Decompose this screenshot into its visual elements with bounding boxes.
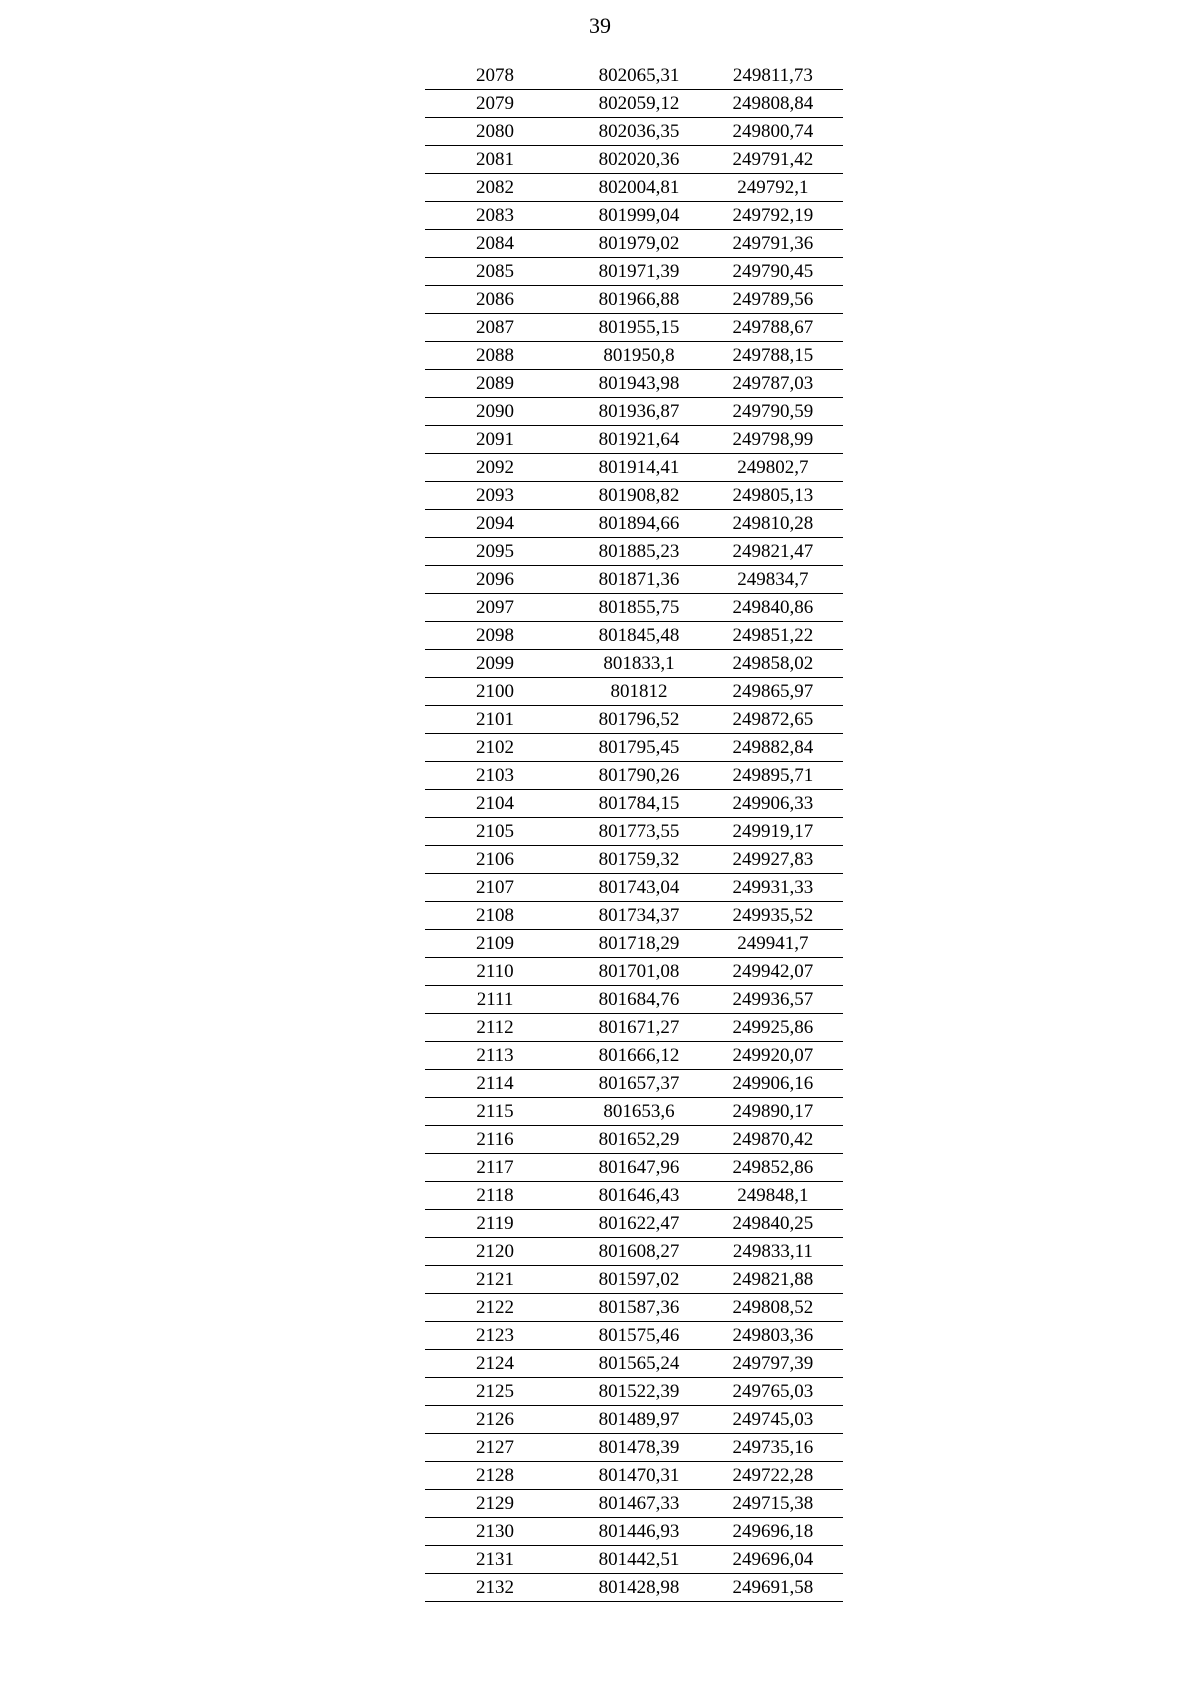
table-row	[425, 398, 843, 426]
x-coordinate-cell: 801597,02	[575, 1266, 703, 1294]
point-number-cell: 2089	[425, 370, 575, 398]
point-number-cell: 2124	[425, 1350, 575, 1378]
y-coordinate-cell: 249840,86	[703, 594, 843, 622]
table-row	[425, 958, 843, 986]
y-coordinate-cell: 249805,13	[703, 482, 843, 510]
y-coordinate-cell: 249696,18	[703, 1518, 843, 1546]
point-number-cell: 2084	[425, 230, 575, 258]
x-coordinate-cell: 801971,39	[575, 258, 703, 286]
table-row	[425, 566, 843, 594]
point-number-cell: 2078	[425, 62, 575, 90]
x-coordinate-cell: 801871,36	[575, 566, 703, 594]
y-coordinate-cell: 249810,28	[703, 510, 843, 538]
x-coordinate-cell: 801999,04	[575, 202, 703, 230]
table-row	[425, 454, 843, 482]
x-coordinate-cell: 801979,02	[575, 230, 703, 258]
point-number-cell: 2122	[425, 1294, 575, 1322]
x-coordinate-cell: 801943,98	[575, 370, 703, 398]
point-number-cell: 2094	[425, 510, 575, 538]
table-row	[425, 930, 843, 958]
table-row	[425, 342, 843, 370]
y-coordinate-cell: 249920,07	[703, 1042, 843, 1070]
y-coordinate-cell: 249942,07	[703, 958, 843, 986]
y-coordinate-cell: 249865,97	[703, 678, 843, 706]
point-number-cell: 2107	[425, 874, 575, 902]
point-number-cell: 2120	[425, 1238, 575, 1266]
point-number-cell: 2106	[425, 846, 575, 874]
x-coordinate-cell: 801908,82	[575, 482, 703, 510]
point-number-cell: 2083	[425, 202, 575, 230]
y-coordinate-cell: 249936,57	[703, 986, 843, 1014]
x-coordinate-cell: 801759,32	[575, 846, 703, 874]
point-number-cell: 2132	[425, 1574, 575, 1602]
table-row	[425, 1574, 843, 1602]
y-coordinate-cell: 249800,74	[703, 118, 843, 146]
table-row	[425, 1546, 843, 1574]
point-number-cell: 2129	[425, 1490, 575, 1518]
x-coordinate-cell: 801784,15	[575, 790, 703, 818]
point-number-cell: 2110	[425, 958, 575, 986]
table-row	[425, 1378, 843, 1406]
point-number-cell: 2112	[425, 1014, 575, 1042]
table-row	[425, 1294, 843, 1322]
table-row	[425, 734, 843, 762]
table-row	[425, 1014, 843, 1042]
y-coordinate-cell: 249811,73	[703, 62, 843, 90]
y-coordinate-cell: 249935,52	[703, 902, 843, 930]
point-number-cell: 2125	[425, 1378, 575, 1406]
x-coordinate-cell: 802004,81	[575, 174, 703, 202]
point-number-cell: 2100	[425, 678, 575, 706]
table-row	[425, 1350, 843, 1378]
table-row	[425, 118, 843, 146]
x-coordinate-cell: 801608,27	[575, 1238, 703, 1266]
point-number-cell: 2098	[425, 622, 575, 650]
y-coordinate-cell: 249722,28	[703, 1462, 843, 1490]
x-coordinate-cell: 801671,27	[575, 1014, 703, 1042]
table-row	[425, 678, 843, 706]
point-number-cell: 2095	[425, 538, 575, 566]
table-row	[425, 1098, 843, 1126]
point-number-cell: 2117	[425, 1154, 575, 1182]
table-row	[425, 174, 843, 202]
y-coordinate-cell: 249821,88	[703, 1266, 843, 1294]
y-coordinate-cell: 249797,39	[703, 1350, 843, 1378]
y-coordinate-cell: 249906,16	[703, 1070, 843, 1098]
point-number-cell: 2082	[425, 174, 575, 202]
y-coordinate-cell: 249833,11	[703, 1238, 843, 1266]
table-row	[425, 1322, 843, 1350]
y-coordinate-cell: 249792,1	[703, 174, 843, 202]
x-coordinate-cell: 802065,31	[575, 62, 703, 90]
table-row	[425, 1042, 843, 1070]
table-row	[425, 762, 843, 790]
point-number-cell: 2121	[425, 1266, 575, 1294]
point-number-cell: 2128	[425, 1462, 575, 1490]
x-coordinate-cell: 801894,66	[575, 510, 703, 538]
x-coordinate-cell: 801845,48	[575, 622, 703, 650]
x-coordinate-cell: 801885,23	[575, 538, 703, 566]
x-coordinate-cell: 801470,31	[575, 1462, 703, 1490]
point-number-cell: 2109	[425, 930, 575, 958]
y-coordinate-cell: 249821,47	[703, 538, 843, 566]
y-coordinate-cell: 249735,16	[703, 1434, 843, 1462]
x-coordinate-cell: 801467,33	[575, 1490, 703, 1518]
point-number-cell: 2111	[425, 986, 575, 1014]
x-coordinate-cell: 801657,37	[575, 1070, 703, 1098]
table-row	[425, 902, 843, 930]
x-coordinate-cell: 801666,12	[575, 1042, 703, 1070]
table-row	[425, 1070, 843, 1098]
y-coordinate-cell: 249798,99	[703, 426, 843, 454]
y-coordinate-cell: 249787,03	[703, 370, 843, 398]
x-coordinate-cell: 801796,52	[575, 706, 703, 734]
table-row	[425, 790, 843, 818]
y-coordinate-cell: 249791,36	[703, 230, 843, 258]
point-number-cell: 2126	[425, 1406, 575, 1434]
y-coordinate-cell: 249792,19	[703, 202, 843, 230]
y-coordinate-cell: 249788,15	[703, 342, 843, 370]
y-coordinate-cell: 249803,36	[703, 1322, 843, 1350]
x-coordinate-cell: 801522,39	[575, 1378, 703, 1406]
y-coordinate-cell: 249808,84	[703, 90, 843, 118]
point-number-cell: 2118	[425, 1182, 575, 1210]
x-coordinate-cell: 801565,24	[575, 1350, 703, 1378]
x-coordinate-cell: 801575,46	[575, 1322, 703, 1350]
y-coordinate-cell: 249941,7	[703, 930, 843, 958]
point-number-cell: 2085	[425, 258, 575, 286]
point-number-cell: 2105	[425, 818, 575, 846]
table-row	[425, 426, 843, 454]
table-row	[425, 90, 843, 118]
x-coordinate-cell: 801622,47	[575, 1210, 703, 1238]
y-coordinate-cell: 249715,38	[703, 1490, 843, 1518]
x-coordinate-cell: 801489,97	[575, 1406, 703, 1434]
y-coordinate-cell: 249919,17	[703, 818, 843, 846]
point-number-cell: 2090	[425, 398, 575, 426]
x-coordinate-cell: 801955,15	[575, 314, 703, 342]
table-row	[425, 538, 843, 566]
table-row	[425, 1462, 843, 1490]
point-number-cell: 2101	[425, 706, 575, 734]
point-number-cell: 2108	[425, 902, 575, 930]
x-coordinate-cell: 802020,36	[575, 146, 703, 174]
y-coordinate-cell: 249870,42	[703, 1126, 843, 1154]
y-coordinate-cell: 249906,33	[703, 790, 843, 818]
table-row	[425, 1182, 843, 1210]
x-coordinate-cell: 801446,93	[575, 1518, 703, 1546]
y-coordinate-cell: 249848,1	[703, 1182, 843, 1210]
table-row	[425, 594, 843, 622]
point-number-cell: 2097	[425, 594, 575, 622]
y-coordinate-cell: 249858,02	[703, 650, 843, 678]
x-coordinate-cell: 801795,45	[575, 734, 703, 762]
table-row	[425, 146, 843, 174]
y-coordinate-cell: 249872,65	[703, 706, 843, 734]
y-coordinate-cell: 249834,7	[703, 566, 843, 594]
point-number-cell: 2116	[425, 1126, 575, 1154]
point-number-cell: 2127	[425, 1434, 575, 1462]
point-number-cell: 2081	[425, 146, 575, 174]
point-number-cell: 2092	[425, 454, 575, 482]
table-row	[425, 706, 843, 734]
x-coordinate-cell: 801790,26	[575, 762, 703, 790]
y-coordinate-cell: 249790,45	[703, 258, 843, 286]
coordinates-table	[425, 62, 843, 1602]
x-coordinate-cell: 801936,87	[575, 398, 703, 426]
x-coordinate-cell: 801652,29	[575, 1126, 703, 1154]
table-row	[425, 1406, 843, 1434]
table-row	[425, 1490, 843, 1518]
x-coordinate-cell: 801718,29	[575, 930, 703, 958]
y-coordinate-cell: 249895,71	[703, 762, 843, 790]
x-coordinate-cell: 801442,51	[575, 1546, 703, 1574]
table-row	[425, 1210, 843, 1238]
point-number-cell: 2102	[425, 734, 575, 762]
table-row	[425, 1518, 843, 1546]
point-number-cell: 2080	[425, 118, 575, 146]
y-coordinate-cell: 249691,58	[703, 1574, 843, 1602]
point-number-cell: 2119	[425, 1210, 575, 1238]
point-number-cell: 2093	[425, 482, 575, 510]
y-coordinate-cell: 249808,52	[703, 1294, 843, 1322]
table-row	[425, 874, 843, 902]
table-row	[425, 1154, 843, 1182]
y-coordinate-cell: 249790,59	[703, 398, 843, 426]
point-number-cell: 2123	[425, 1322, 575, 1350]
y-coordinate-cell: 249696,04	[703, 1546, 843, 1574]
point-number-cell: 2131	[425, 1546, 575, 1574]
table-row	[425, 202, 843, 230]
table-row	[425, 1126, 843, 1154]
y-coordinate-cell: 249788,67	[703, 314, 843, 342]
point-number-cell: 2115	[425, 1098, 575, 1126]
point-number-cell: 2113	[425, 1042, 575, 1070]
x-coordinate-cell: 801734,37	[575, 902, 703, 930]
table-row	[425, 1434, 843, 1462]
point-number-cell: 2099	[425, 650, 575, 678]
table-row	[425, 482, 843, 510]
x-coordinate-cell: 801855,75	[575, 594, 703, 622]
x-coordinate-cell: 802036,35	[575, 118, 703, 146]
y-coordinate-cell: 249852,86	[703, 1154, 843, 1182]
x-coordinate-cell: 801812	[575, 678, 703, 706]
table-row	[425, 258, 843, 286]
point-number-cell: 2130	[425, 1518, 575, 1546]
x-coordinate-cell: 801428,98	[575, 1574, 703, 1602]
x-coordinate-cell: 801773,55	[575, 818, 703, 846]
table-row	[425, 650, 843, 678]
table-row	[425, 846, 843, 874]
x-coordinate-cell: 801478,39	[575, 1434, 703, 1462]
page-number: 39	[589, 13, 611, 38]
y-coordinate-cell: 249851,22	[703, 622, 843, 650]
y-coordinate-cell: 249890,17	[703, 1098, 843, 1126]
y-coordinate-cell: 249840,25	[703, 1210, 843, 1238]
y-coordinate-cell: 249789,56	[703, 286, 843, 314]
point-number-cell: 2088	[425, 342, 575, 370]
y-coordinate-cell: 249802,7	[703, 454, 843, 482]
table-row	[425, 286, 843, 314]
table-row	[425, 314, 843, 342]
x-coordinate-cell: 802059,12	[575, 90, 703, 118]
table-row	[425, 818, 843, 846]
point-number-cell: 2086	[425, 286, 575, 314]
table-row	[425, 510, 843, 538]
y-coordinate-cell: 249927,83	[703, 846, 843, 874]
x-coordinate-cell: 801653,6	[575, 1098, 703, 1126]
table-row	[425, 230, 843, 258]
y-coordinate-cell: 249882,84	[703, 734, 843, 762]
x-coordinate-cell: 801647,96	[575, 1154, 703, 1182]
point-number-cell: 2114	[425, 1070, 575, 1098]
x-coordinate-cell: 801646,43	[575, 1182, 703, 1210]
point-number-cell: 2091	[425, 426, 575, 454]
x-coordinate-cell: 801921,64	[575, 426, 703, 454]
x-coordinate-cell: 801914,41	[575, 454, 703, 482]
x-coordinate-cell: 801833,1	[575, 650, 703, 678]
table-row	[425, 622, 843, 650]
point-number-cell: 2079	[425, 90, 575, 118]
x-coordinate-cell: 801701,08	[575, 958, 703, 986]
y-coordinate-cell: 249925,86	[703, 1014, 843, 1042]
point-number-cell: 2096	[425, 566, 575, 594]
table-row	[425, 62, 843, 90]
x-coordinate-cell: 801950,8	[575, 342, 703, 370]
point-number-cell: 2087	[425, 314, 575, 342]
y-coordinate-cell: 249765,03	[703, 1378, 843, 1406]
x-coordinate-cell: 801966,88	[575, 286, 703, 314]
point-number-cell: 2104	[425, 790, 575, 818]
table-row	[425, 986, 843, 1014]
y-coordinate-cell: 249931,33	[703, 874, 843, 902]
y-coordinate-cell: 249791,42	[703, 146, 843, 174]
y-coordinate-cell: 249745,03	[703, 1406, 843, 1434]
coordinates-table-body	[425, 62, 843, 1602]
table-row	[425, 1238, 843, 1266]
x-coordinate-cell: 801743,04	[575, 874, 703, 902]
x-coordinate-cell: 801684,76	[575, 986, 703, 1014]
point-number-cell: 2103	[425, 762, 575, 790]
x-coordinate-cell: 801587,36	[575, 1294, 703, 1322]
table-row	[425, 1266, 843, 1294]
table-row	[425, 370, 843, 398]
